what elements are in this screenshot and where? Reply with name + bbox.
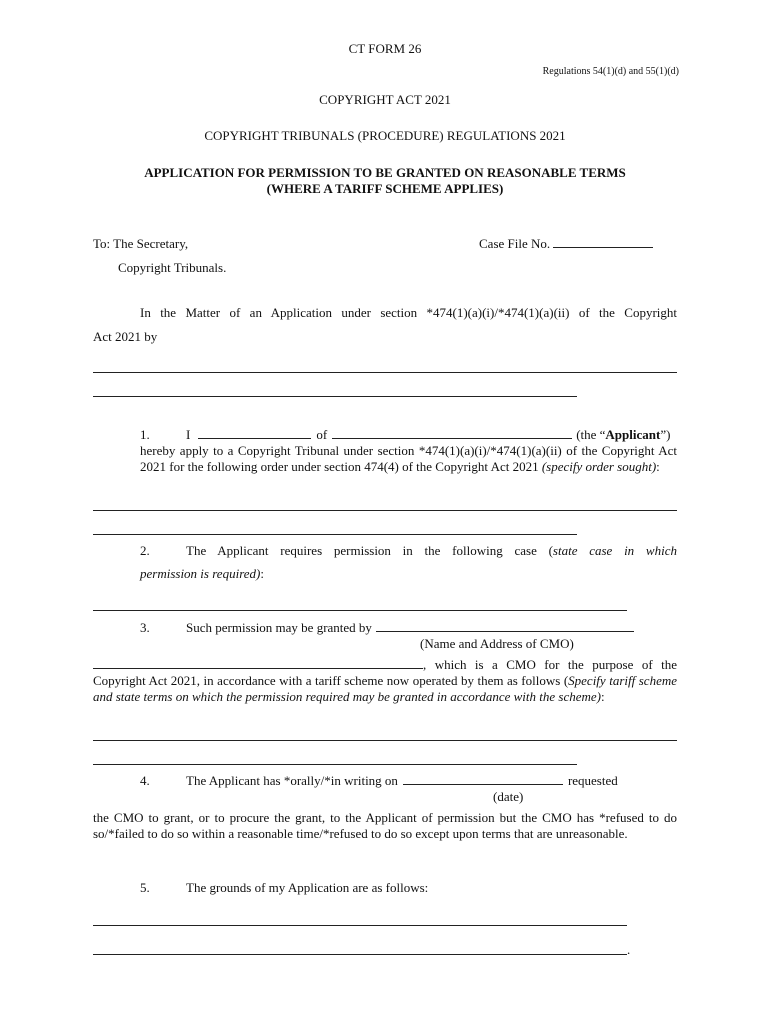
para2-line2: permission is required):: [140, 566, 264, 581]
matter-line2: Act 2021 by: [93, 329, 158, 344]
para1-i: I: [186, 427, 191, 442]
addressee-org: Copyright Tribunals.: [118, 260, 227, 275]
cmo-name-input[interactable]: [376, 620, 634, 632]
para2-number: 2.: [140, 543, 150, 558]
para3-line2: , which is a CMO for the purpose of the: [93, 657, 677, 673]
applicant-name-input[interactable]: [198, 427, 311, 439]
form-title-line2: (WHERE A TARIFF SCHEME APPLIES): [266, 181, 504, 196]
para1-applicant-def: (the “Applicant”): [576, 427, 671, 442]
request-date-input[interactable]: [403, 773, 563, 785]
regulations-reference: Regulations 54(1)(d) and 55(1)(d): [542, 66, 679, 77]
order-sought-line-2[interactable]: [93, 534, 577, 535]
para1-of: of: [316, 427, 328, 442]
para1-body: hereby apply to a Copyright Tribunal under section *474(1)(a)(i)/*474(1)(a)(ii) of the Copyright Act 2021 for the following order under section 474(4) of the Copyright Act 2021 (specify order sought):: [140, 443, 677, 474]
applicant-name-line-1[interactable]: [93, 372, 677, 373]
matter-line1: In the Matter of an Application under section *474(1)(a)(i)/*474(1)(a)(ii) of the Copyright: [140, 305, 677, 320]
case-description-line[interactable]: [93, 610, 627, 611]
date-caption: (date): [493, 789, 524, 804]
applicant-address-input[interactable]: [332, 427, 572, 439]
tariff-terms-line-1[interactable]: [93, 740, 677, 741]
tariff-terms-line-2[interactable]: [93, 764, 577, 765]
para1-instruction: (specify order sought): [541, 459, 657, 474]
applicant-name-line-2[interactable]: [93, 396, 577, 397]
cmo-address-input[interactable]: [93, 657, 423, 669]
grounds-end-period: .: [627, 942, 631, 957]
addressee: To: The Secretary,: [93, 236, 189, 251]
case-file-no: [479, 236, 653, 252]
act-title: COPYRIGHT ACT 2021: [319, 92, 451, 107]
para3-line1: Such permission may be granted by: [186, 620, 634, 636]
grounds-line-2[interactable]: [93, 954, 627, 955]
para3-number: 3.: [140, 620, 150, 635]
case-file-input[interactable]: [553, 236, 653, 248]
grounds-line-1[interactable]: [93, 925, 627, 926]
para4-line1: The Applicant has *orally/*in writing on requested: [186, 773, 618, 788]
para5-number: 5.: [140, 880, 150, 895]
para4-body: the CMO to grant, or to procure the grant, to the Applicant of permission but the CMO has *refused to do so/*failed to do so within a reasonable time/*refused to do so except upon terms that are unreasonable.: [93, 810, 677, 841]
case-file-label: Case File No.: [479, 236, 551, 251]
order-sought-line-1[interactable]: [93, 510, 677, 511]
para1-first-line: [186, 427, 677, 443]
form-number: CT FORM 26: [348, 41, 422, 56]
para3-body: Copyright Act 2021, in accordance with a tariff scheme now operated by them as follows (Specify tariff scheme and state terms on which the permission required may be granted in accordance with the scheme):: [93, 673, 677, 704]
regulations-title: COPYRIGHT TRIBUNALS (PROCEDURE) REGULATIONS 2021: [204, 128, 566, 143]
form-title-line1: APPLICATION FOR PERMISSION TO BE GRANTED ON REASONABLE TERMS: [144, 165, 626, 180]
para2-line1: The Applicant requires permission in the following case (state case in which: [186, 543, 677, 558]
para1-number: 1.: [140, 427, 150, 442]
para4-number: 4.: [140, 773, 150, 788]
cmo-caption: (Name and Address of CMO): [420, 636, 574, 651]
para5-text: The grounds of my Application are as follows:: [186, 880, 429, 895]
